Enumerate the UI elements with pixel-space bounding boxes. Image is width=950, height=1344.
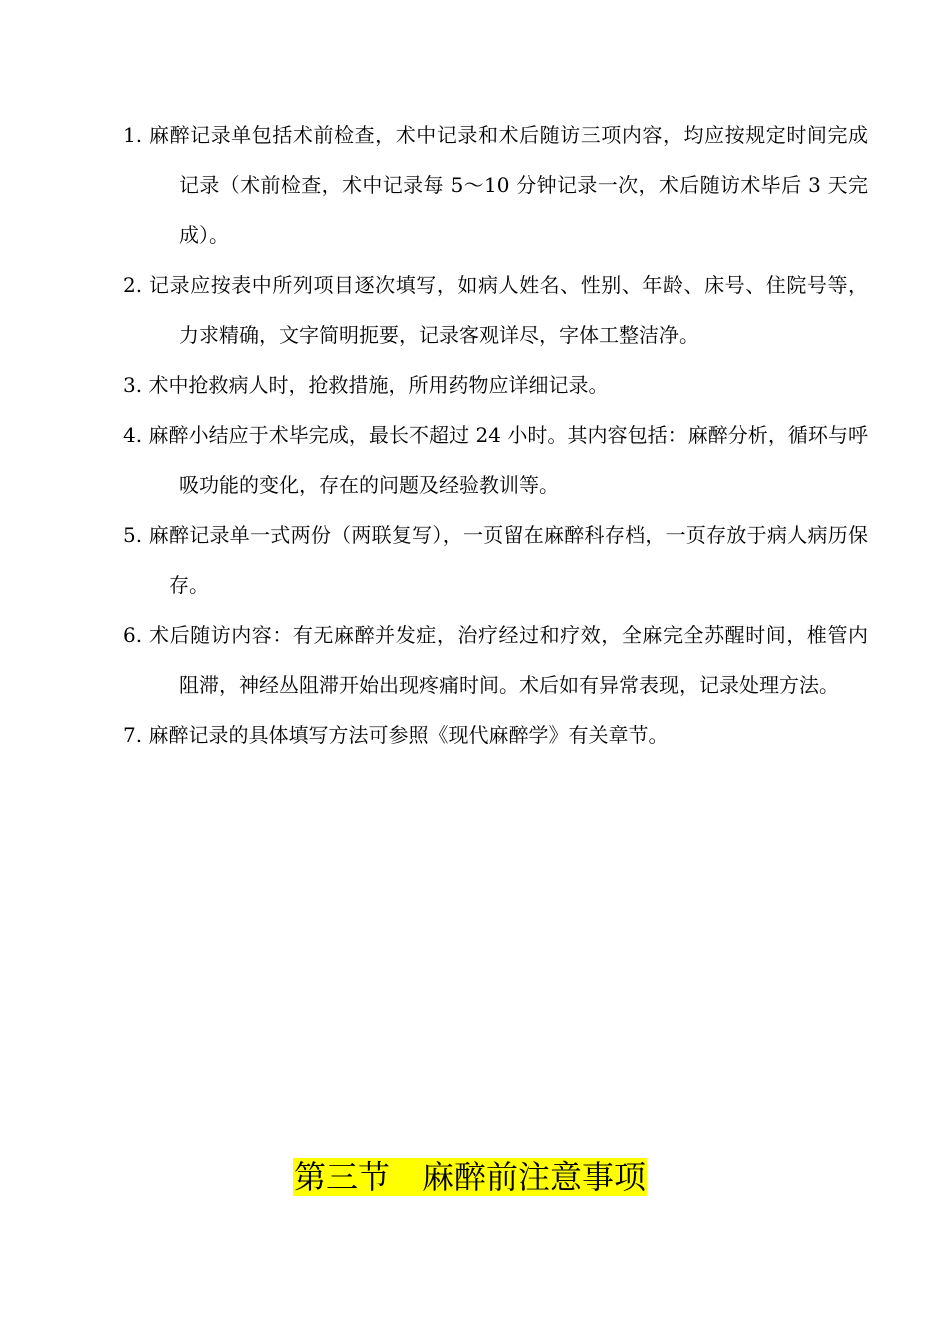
item-number: 7.: [123, 723, 143, 747]
item-number: 2.: [123, 273, 143, 297]
item-number: 4.: [123, 423, 143, 447]
item-number: 5.: [123, 523, 143, 547]
list-item: [123, 710, 868, 760]
section-heading: [293, 1155, 647, 1199]
list-item: [123, 110, 868, 260]
item-text: 麻醉小结应于术毕完成，最长不超过 24 小时。其内容包括：麻醉分析，循环与呼吸功能的变化，存在的问题及经验教训等。: [148, 423, 869, 497]
item-text: 麻醉记录单一式两份（两联复写），一页留在麻醉科存档，一页存放于病人病历保存。: [148, 523, 868, 597]
item-number: 3.: [123, 373, 143, 397]
list-item: [123, 410, 868, 510]
list-item: [123, 510, 868, 610]
item-text: 术中抢救病人时，抢救措施，所用药物应详细记录。: [148, 373, 609, 397]
item-text: 术后随访内容：有无麻醉并发症，治疗经过和疗效，全麻完全苏醒时间，椎管内阻滞，神经丛阻滞开始出现疼痛时间。术后如有异常表现，记录处理方法。: [149, 623, 869, 697]
list-item: [123, 610, 868, 710]
section-heading-text: 第三节 麻醉前注意事项: [294, 1158, 647, 1196]
record-instructions-list: [123, 110, 868, 760]
list-item: [123, 360, 868, 410]
item-text: 麻醉记录的具体填写方法可参照《现代麻醉学》有关章节。: [148, 723, 669, 747]
item-text: 麻醉记录单包括术前检查，术中记录和术后随访三项内容，均应按规定时间完成记录（术前检查，术中记录每 5～10 分钟记录一次，术后随访术毕后 3 天完成）。: [149, 123, 869, 247]
item-text: 记录应按表中所列项目逐次填写，如病人姓名、性别、年龄、床号、住院号等，力求精确，文字简明扼要，记录客观详尽，字体工整洁净。: [149, 273, 869, 347]
item-number: 1.: [123, 123, 143, 147]
list-item: [123, 260, 868, 360]
item-number: 6.: [123, 623, 143, 647]
